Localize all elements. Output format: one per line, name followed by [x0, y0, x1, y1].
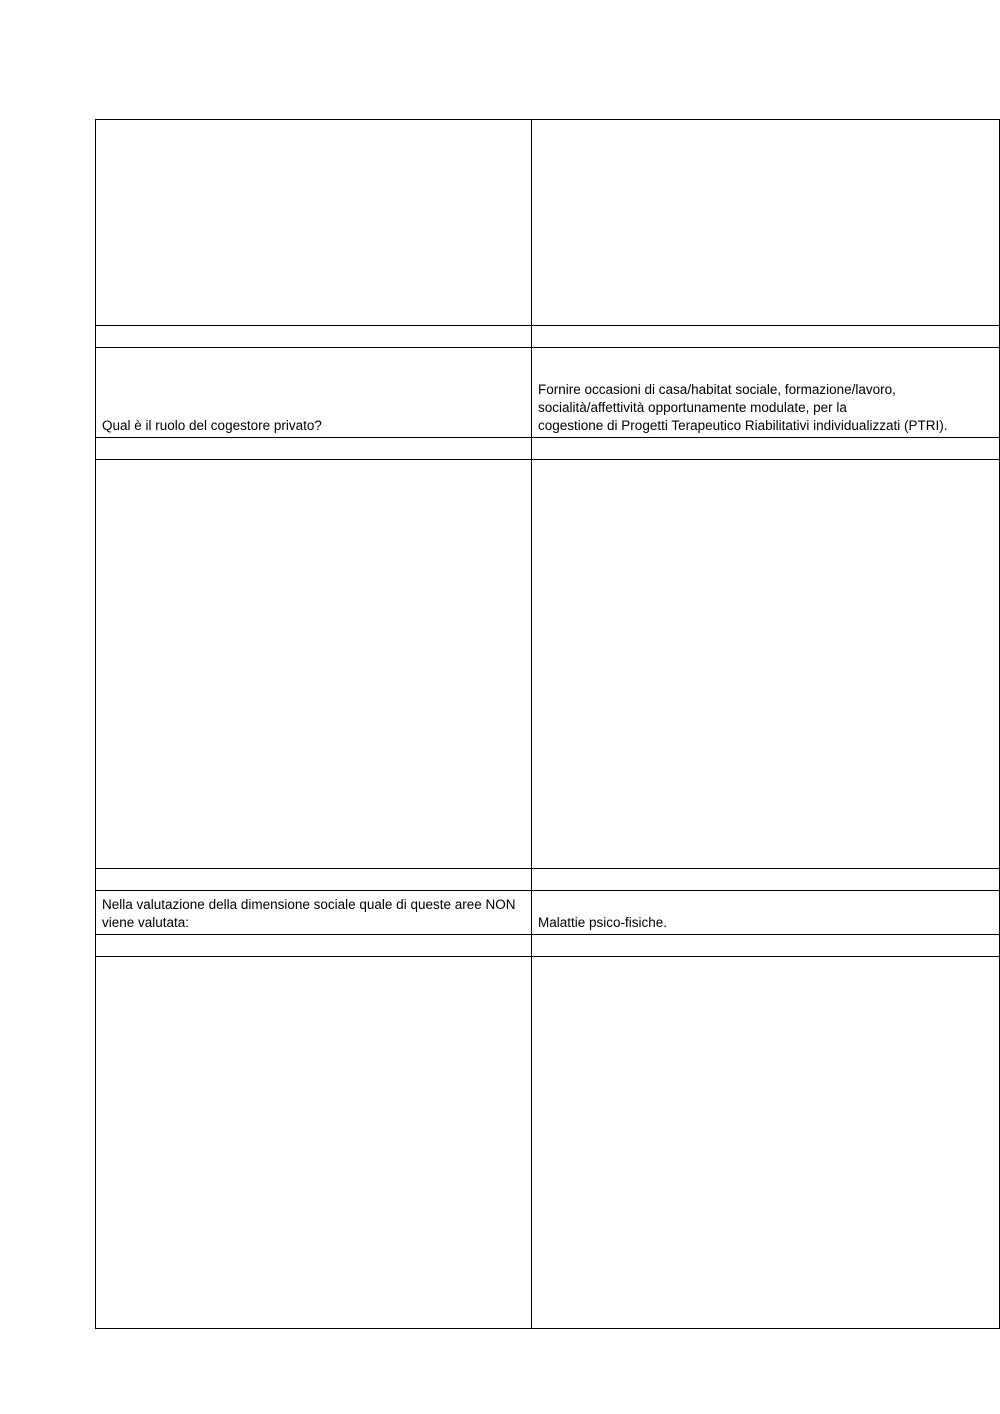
blank-cell	[96, 957, 532, 1329]
blank-cell	[96, 460, 532, 869]
answer-cell: Malattie psico-fisiche.	[532, 891, 1000, 935]
blank-cell	[96, 120, 532, 326]
blank-row	[96, 120, 1000, 326]
blank-cell	[532, 120, 1000, 326]
spacer-row	[96, 326, 1000, 348]
quiz-table	[95, 119, 1000, 1329]
blank-cell	[96, 326, 532, 348]
blank-cell	[532, 869, 1000, 891]
spacer-row	[96, 935, 1000, 957]
question-cell: Nella valutazione della dimensione sociale quale di queste aree NON viene valutata:	[96, 891, 532, 935]
blank-cell	[96, 935, 532, 957]
blank-cell	[96, 438, 532, 460]
question-cell: Qual è il ruolo del cogestore privato?	[96, 348, 532, 438]
blank-row	[96, 957, 1000, 1329]
blank-cell	[532, 957, 1000, 1329]
answer-cell: Fornire occasioni di casa/habitat sociale, formazione/lavoro, socialità/affettività opportunamente modulate, per la cogestione di Progetti Terapeutico Riabilitativi individualizzati (PTRI).	[532, 348, 1000, 438]
blank-cell	[96, 869, 532, 891]
question-row	[96, 891, 1000, 935]
question-row	[96, 348, 1000, 438]
blank-cell	[532, 460, 1000, 869]
blank-row	[96, 460, 1000, 869]
spacer-row	[96, 438, 1000, 460]
blank-cell	[532, 326, 1000, 348]
spacer-row	[96, 869, 1000, 891]
blank-cell	[532, 438, 1000, 460]
blank-cell	[532, 935, 1000, 957]
